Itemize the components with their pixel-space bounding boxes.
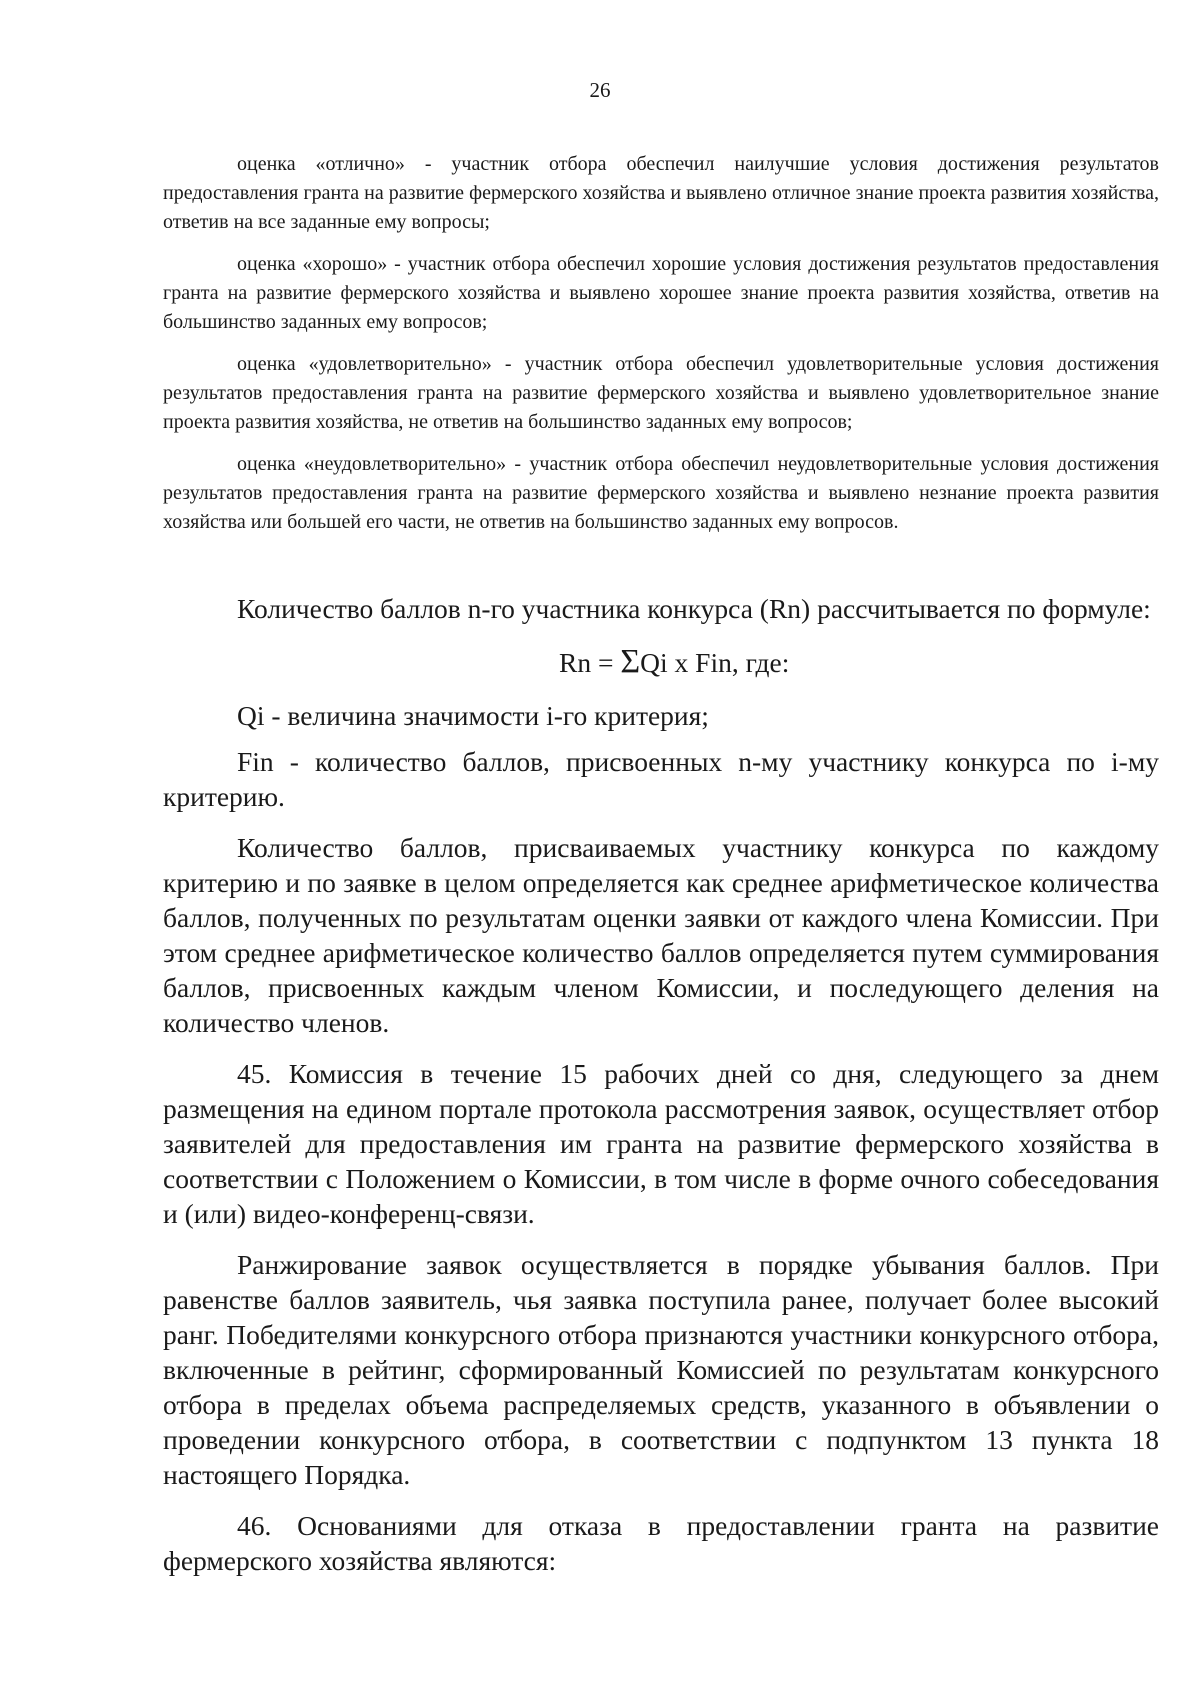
fin-definition: Fin - количество баллов, присвоенных n-му участнику конкурса по i-му критерию.	[163, 746, 1159, 812]
rating-criteria-section	[163, 150, 1159, 550]
formula-right: Qi x Fin, где:	[640, 647, 790, 678]
paragraph-46: 46. Основаниями для отказа в предоставлении гранта на развитие фермерского хозяйства являются:	[163, 1510, 1159, 1576]
rating-good: оценка «хорошо» - участник отбора обеспечил хорошие условия достижения результатов предоставления гранта на развитие фермерского хозяйства и выявлено хорошее знание проекта развития хозяйства, ответив на большинство заданных ему вопросов;	[163, 253, 1159, 333]
paragraph-average-score: Количество баллов, присваиваемых участнику конкурса по каждому критерию и по заявке в целом определяется как среднее арифметическое количества баллов, полученных по результатам оценки заявки от каждого члена Комиссии. При этом среднее арифметическое количество баллов определяется путем суммирования баллов, присвоенных каждым членом Комиссии, и последующего деления на количество членов.	[163, 832, 1159, 1038]
rating-satisfactory: оценка «удовлетворительно» - участник отбора обеспечил удовлетворительные условия достижения результатов предоставления гранта на развитие фермерского хозяйства и выявлено удовлетворительное знание проекта развития хозяйства, не ответив на большинство заданных ему вопросов;	[163, 353, 1159, 433]
paragraph-45: 45. Комиссия в течение 15 рабочих дней со дня, следующего за днем размещения на едином портале протокола рассмотрения заявок, осуществляет отбор заявителей для предоставления им гранта на развитие фермерского хозяйства в соответствии с Положением о Комиссии, в том числе в форме очного собеседования и (или) видео-конференц-связи.	[163, 1058, 1159, 1229]
rating-unsatisfactory: оценка «неудовлетворительно» - участник отбора обеспечил неудовлетворительные условия достижения результатов предоставления гранта на развитие фермерского хозяйства и выявлено незнание проекта развития хозяйства или большей его части, не ответив на большинство заданных ему вопросов.	[163, 453, 1159, 533]
score-formula	[163, 644, 1159, 680]
formula-intro: Количество баллов n-го участника конкурса (Rn) рассчитывается по формуле:	[237, 593, 1151, 624]
rating-excellent: оценка «отлично» - участник отбора обеспечил наилучшие условия достижения результатов предоставления гранта на развитие фермерского хозяйства и выявлено отличное знание проекта развития хозяйства, ответив на все заданные ему вопросы;	[163, 153, 1159, 233]
qi-definition: Qi - величина значимости i-го критерия;	[237, 700, 709, 731]
page-number: 26	[589, 78, 611, 102]
sigma-symbol: Σ	[620, 643, 641, 680]
paragraph-ranking: Ранжирование заявок осуществляется в порядке убывания баллов. При равенстве баллов заявитель, чья заявка поступила ранее, получает более высокий ранг. Победителями конкурсного отбора признаются участники конкурсного отбора, включенные в рейтинг, сформированный Комиссией по результатам конкурсного отбора в пределах объема распределяемых средств, указанного в объявлении о проведении конкурсного отбора, в соответствии с подпунктом 13 пункта 18 настоящего Порядка.	[163, 1249, 1159, 1490]
formula-left: Rn =	[559, 647, 621, 678]
scoring-section	[163, 591, 1159, 1589]
